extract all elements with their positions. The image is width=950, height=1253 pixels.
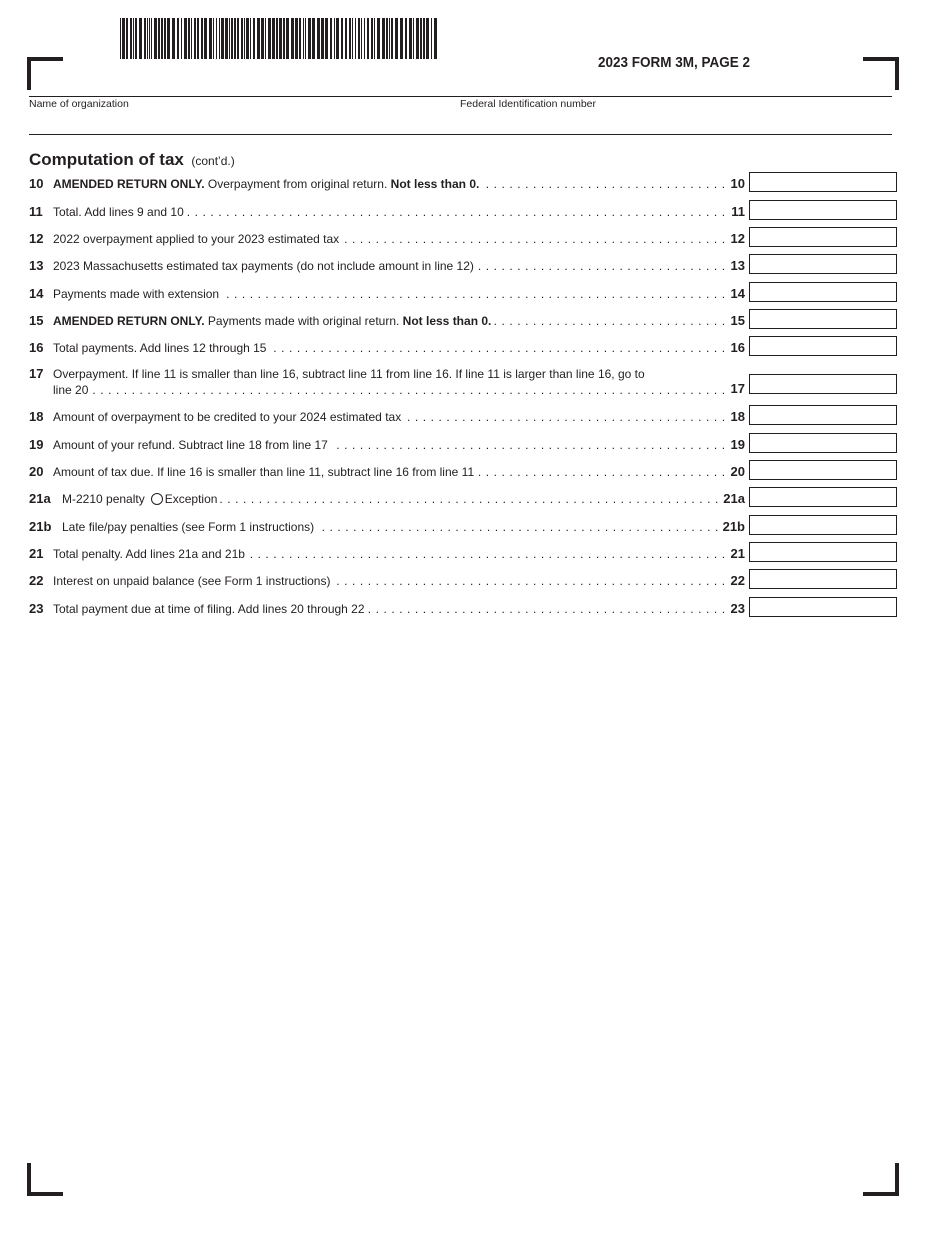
line-text-first: Overpayment. If line 11 is smaller than line 16, subtract line 11 from line 16. If line 11 is larger than line 16, go to	[53, 367, 743, 381]
barcode-bar	[321, 18, 324, 59]
barcode-bar	[355, 18, 356, 59]
barcode-bar	[341, 18, 343, 59]
barcode-bar	[374, 18, 375, 59]
barcode-bar	[423, 18, 425, 59]
line-text: Amount of your refund. Subtract line 18 from line 17	[53, 438, 331, 452]
line-description	[62, 520, 743, 534]
barcode-bar	[299, 18, 301, 59]
barcode-bar	[283, 18, 285, 59]
barcode-bar	[279, 18, 282, 59]
line-15-amount-field[interactable]	[749, 309, 897, 329]
barcode-bar	[265, 18, 266, 59]
barcode-bar	[135, 18, 137, 59]
line-description	[53, 314, 743, 328]
line-number: 21	[29, 546, 44, 561]
line-number: 16	[29, 340, 44, 355]
line-19-amount-field[interactable]	[749, 433, 897, 453]
barcode-bar	[188, 18, 190, 59]
barcode-bar	[213, 18, 214, 59]
barcode-bar	[334, 18, 335, 59]
barcode-bar	[144, 18, 146, 59]
line-22-amount-field[interactable]	[749, 569, 897, 589]
line-description	[53, 177, 743, 191]
line-text: Total payments. Add lines 12 through 15	[53, 341, 269, 355]
barcode-bar	[349, 18, 351, 59]
line-ref: 20	[730, 464, 745, 479]
line-16-amount-field[interactable]	[749, 336, 897, 356]
barcode-bar	[317, 18, 320, 59]
line-number: 23	[29, 601, 44, 616]
barcode-bar	[164, 18, 166, 59]
barcode-bar	[197, 18, 199, 59]
line-12-amount-field[interactable]	[749, 227, 897, 247]
line-ref: 21b	[722, 519, 745, 534]
barcode-bar	[345, 18, 347, 59]
crop-mark-top-right	[863, 57, 899, 90]
line-description	[53, 410, 743, 424]
barcode-bar	[161, 18, 163, 59]
organization-name-label: Name of organization	[29, 98, 129, 110]
barcode-bar	[147, 18, 148, 59]
line-13-amount-field[interactable]	[749, 254, 897, 274]
line-text: 2023 Massachusetts estimated tax payments (do not include amount in line 12)	[53, 259, 477, 273]
line-ref: 12	[730, 231, 745, 246]
barcode-bar	[250, 18, 251, 59]
line-text: Payments made with extension	[53, 287, 222, 301]
line-ref: 10	[730, 176, 745, 191]
line-text: 2022 overpayment applied to your 2023 estimated tax	[53, 232, 342, 246]
line-text: Payments made with original return.	[204, 314, 403, 328]
line-ref: 15	[730, 313, 745, 328]
barcode-bar	[126, 18, 128, 59]
line-ref: 11	[731, 204, 745, 219]
line-description	[53, 205, 743, 219]
not-less-than-zero-label: Not less than 0.	[402, 314, 492, 328]
barcode-bar	[219, 18, 220, 59]
line-text-second-row	[53, 383, 743, 397]
barcode-bar	[216, 18, 217, 59]
barcode-bar	[231, 18, 233, 59]
header-rule-bottom	[29, 134, 892, 135]
crop-mark-bottom-right	[863, 1163, 899, 1196]
line-11-amount-field[interactable]	[749, 200, 897, 220]
line-ref: 17	[730, 381, 745, 396]
barcode-bar	[225, 18, 228, 59]
line-text: Amount of overpayment to be credited to your 2024 estimated tax	[53, 410, 404, 424]
header-rule-top	[29, 96, 892, 97]
line-17-amount-field[interactable]	[749, 374, 897, 394]
barcode-bar	[167, 18, 170, 59]
crop-mark-top-left	[27, 57, 63, 90]
barcode-bar	[201, 18, 203, 59]
line-text: M-2210 penalty	[62, 492, 145, 506]
barcode-bar	[330, 18, 332, 59]
line-ref: 21	[730, 546, 745, 561]
barcode-bar	[312, 18, 315, 59]
fein-label: Federal Identification number	[460, 98, 596, 110]
line-20-amount-field[interactable]	[749, 460, 897, 480]
barcode-bar	[361, 18, 362, 59]
barcode-bar	[272, 18, 275, 59]
line-text: Late file/pay penalties (see Form 1 instructions)	[62, 520, 317, 534]
line-21a-amount-field[interactable]	[749, 487, 897, 507]
barcode-bar	[130, 18, 132, 59]
line-description	[53, 287, 743, 301]
barcode-bar	[234, 18, 236, 59]
line-text-second: line 20	[53, 383, 91, 397]
barcode-bar	[253, 18, 255, 59]
form-line-17	[29, 367, 893, 399]
barcode-bar	[358, 18, 360, 59]
line-description	[53, 438, 743, 452]
line-description	[53, 341, 743, 355]
amended-only-label: AMENDED RETURN ONLY.	[53, 314, 205, 328]
line-ref: 19	[730, 437, 745, 452]
barcode-bar	[229, 18, 230, 59]
barcode-bar	[244, 18, 245, 59]
barcode-bar	[268, 18, 271, 59]
line-description	[53, 547, 743, 561]
barcode-bar	[177, 18, 179, 59]
barcode-bar	[184, 18, 187, 59]
barcode-bar	[291, 18, 294, 59]
line-10-amount-field[interactable]	[749, 172, 897, 192]
barcode-bar	[261, 18, 264, 59]
barcode-bar	[241, 18, 243, 59]
barcode-bar	[431, 18, 432, 59]
line-description	[53, 574, 743, 588]
barcode-bar	[204, 18, 207, 59]
line-text: Interest on unpaid balance (see Form 1 instructions)	[53, 574, 333, 588]
crop-mark-bottom-left	[27, 1163, 63, 1196]
barcode-bar	[352, 18, 353, 59]
barcode-bar	[303, 18, 304, 59]
line-ref: 14	[730, 286, 745, 301]
line-number: 13	[29, 258, 44, 273]
line-number: 20	[29, 464, 44, 479]
line-description	[53, 367, 743, 397]
line-ref: 23	[730, 601, 745, 616]
barcode-bar	[154, 18, 157, 59]
line-number: 11	[29, 204, 43, 219]
barcode-bar	[181, 18, 182, 59]
barcode-bar	[191, 18, 192, 59]
barcode-bar	[336, 18, 339, 59]
line-description	[53, 465, 743, 479]
amended-only-label: AMENDED RETURN ONLY.	[53, 177, 205, 191]
barcode-bar	[382, 18, 385, 59]
line-text: Overpayment from original return.	[204, 177, 391, 191]
barcode-bar	[209, 18, 212, 59]
line-number: 22	[29, 573, 44, 588]
barcode-bar	[237, 18, 239, 59]
line-description	[53, 602, 743, 616]
barcode-bar	[409, 18, 412, 59]
barcode-bar	[276, 18, 278, 59]
barcode-bar	[400, 18, 403, 59]
line-ref: 16	[730, 340, 745, 355]
line-description	[53, 232, 743, 246]
barcode-bar	[405, 18, 407, 59]
barcode-bar	[395, 18, 398, 59]
line-ref: 13	[730, 258, 745, 273]
line-number: 15	[29, 313, 44, 328]
line-text: Total penalty. Add lines 21a and 21b	[53, 547, 248, 561]
section-title-main: Computation of tax	[29, 150, 184, 169]
barcode-bar	[416, 18, 419, 59]
barcode-bar	[149, 18, 150, 59]
barcode	[120, 18, 440, 59]
section-title	[29, 150, 235, 170]
not-less-than-zero-label: Not less than 0.	[390, 177, 480, 191]
barcode-bar	[194, 18, 196, 59]
line-text: Total. Add lines 9 and 10	[53, 205, 187, 219]
line-number: 17	[29, 366, 44, 381]
line-14-amount-field[interactable]	[749, 282, 897, 302]
barcode-bar	[389, 18, 390, 59]
barcode-bar	[364, 18, 365, 59]
exception-label: Exception	[164, 492, 218, 506]
line-21b-amount-field[interactable]	[749, 515, 897, 535]
barcode-bar	[286, 18, 289, 59]
barcode-bar	[325, 18, 328, 59]
line-number: 18	[29, 409, 44, 424]
barcode-bar	[257, 18, 260, 59]
line-text: Amount of tax due. If line 16 is smaller than line 11, subtract line 16 from line 11	[53, 465, 477, 479]
line-18-amount-field[interactable]	[749, 405, 897, 425]
barcode-bar	[295, 18, 298, 59]
barcode-bar	[120, 18, 121, 59]
line-number: 10	[29, 176, 44, 191]
barcode-bar	[367, 18, 369, 59]
barcode-bar	[426, 18, 429, 59]
barcode-bar	[139, 18, 142, 59]
line-number: 19	[29, 437, 44, 452]
line-21-amount-field[interactable]	[749, 542, 897, 562]
barcode-bar	[305, 18, 306, 59]
barcode-bar	[434, 18, 437, 59]
line-number: 21a	[29, 491, 51, 506]
form-title: 2023 FORM 3M, PAGE 2	[598, 54, 751, 71]
line-ref: 21a	[723, 491, 745, 506]
barcode-bar	[308, 18, 311, 59]
barcode-bar	[221, 18, 224, 59]
line-number: 14	[29, 286, 44, 301]
barcode-bar	[172, 18, 175, 59]
barcode-bar	[413, 18, 414, 59]
line-description	[62, 492, 743, 506]
barcode-bar	[371, 18, 373, 59]
line-number: 12	[29, 231, 44, 246]
section-title-sub: (cont’d.)	[191, 154, 235, 168]
exception-radio[interactable]	[151, 493, 163, 505]
line-text: Total payment due at time of filing. Add lines 20 through 22	[53, 602, 368, 616]
barcode-bar	[386, 18, 388, 59]
barcode-bar	[420, 18, 422, 59]
barcode-bar	[158, 18, 160, 59]
barcode-bar	[391, 18, 393, 59]
line-ref: 18	[730, 409, 745, 424]
line-ref: 22	[730, 573, 745, 588]
barcode-bar	[151, 18, 152, 59]
line-23-amount-field[interactable]	[749, 597, 897, 617]
barcode-bar	[377, 18, 380, 59]
barcode-bar	[122, 18, 125, 59]
line-number: 21b	[29, 519, 52, 534]
barcode-bar	[133, 18, 134, 59]
line-description	[53, 259, 743, 273]
barcode-bar	[246, 18, 249, 59]
